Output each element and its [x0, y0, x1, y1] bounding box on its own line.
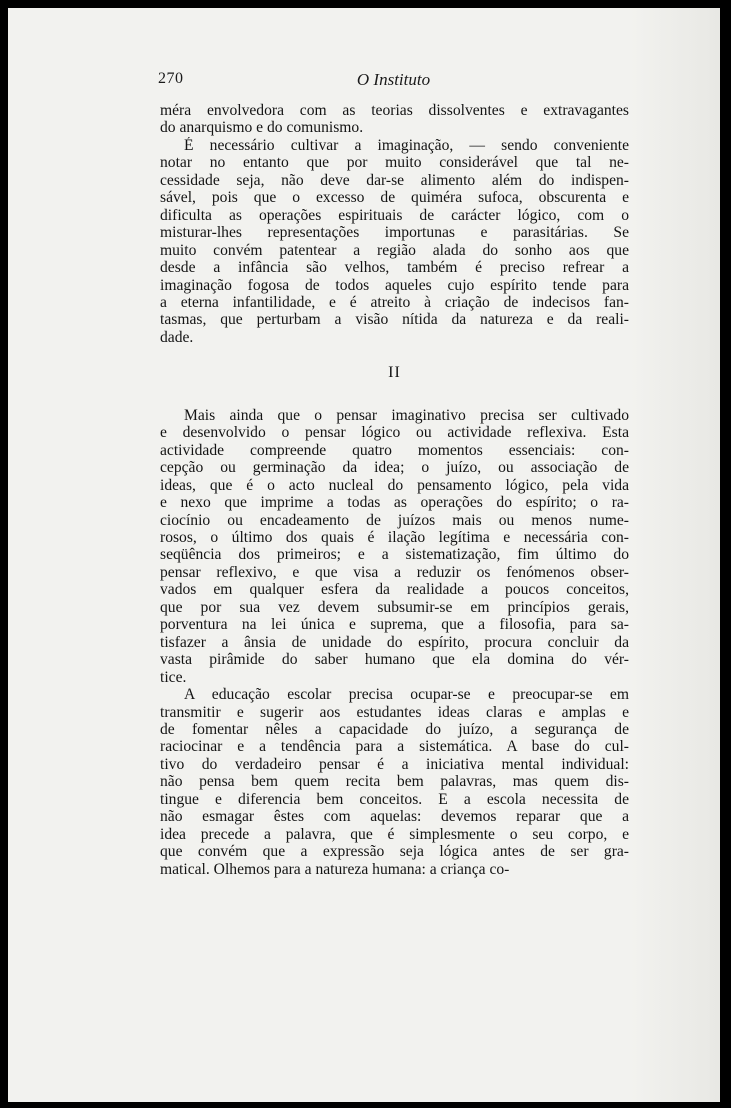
- page-number: 270: [158, 70, 184, 87]
- text-line: dade.: [160, 328, 194, 346]
- text-line: imaginação fogosa de todos aqueles cujo espírito tende para: [160, 276, 629, 294]
- text-line: misturar-lhes representações importunas e parasitárias. Se: [160, 224, 629, 242]
- text-line: A educação escolar precisa ocupar-se e preocupar-se em: [184, 686, 629, 704]
- paragraph: [160, 407, 629, 686]
- text-line: tasmas, que perturbam a visão nítida da natureza e da reali-: [160, 311, 629, 329]
- text-line: dificulta as operações espirituais de carácter lógico, com o: [160, 206, 629, 224]
- text-line: notar no entanto que por muito considerável que tal ne-: [160, 154, 629, 172]
- text-line: matical. Olhemos para a natureza humana: a criança co-: [160, 860, 510, 878]
- running-title: O Instituto: [356, 70, 431, 89]
- text-line: tice.: [160, 668, 187, 686]
- text-line: transmitir e sugerir aos estudantes ideas claras e amplas e: [160, 703, 629, 721]
- paragraph: [160, 102, 629, 137]
- text-line: vados em qualquer esfera da realidade a poucos conceitos,: [160, 581, 629, 599]
- page-header: [158, 68, 629, 98]
- text-line: porventura na lei única e suprema, que a filosofia, para sa-: [160, 616, 629, 634]
- text-line: sável, pois que o excesso de quiméra sufoca, obscurenta e: [160, 189, 629, 207]
- body-text: [160, 102, 629, 878]
- text-line: que convém que a expressão seja lógica antes de ser gra-: [160, 843, 629, 861]
- text-line: a eterna infantilidade, e é atreito à criação de indecisos fan-: [160, 293, 629, 311]
- paragraph: [160, 137, 629, 346]
- text-line: raciocinar e a tendência para a sistemática. A base do cul-: [160, 738, 629, 756]
- book-page: [8, 8, 720, 1102]
- text-line: seqüência dos primeiros; e a sistematização, fim último do: [160, 546, 629, 564]
- text-line: do anarquismo e do comunismo.: [160, 119, 364, 137]
- text-line: que por sua vez devem subsumir-se em princípios gerais,: [160, 598, 629, 616]
- text-line: e desenvolvido o pensar lógico ou actividade reflexiva. Esta: [160, 424, 629, 442]
- text-line: não pensa bem quem recita bem palavras, mas quem dis-: [160, 773, 629, 791]
- text-line: e nexo que imprime a todas as operações do espírito; o ra-: [160, 494, 629, 512]
- text-line: ideas, que é o acto nucleal do pensamento lógico, pela vida: [160, 476, 629, 494]
- text-line: rosos, o último dos quais é ilação legítima e necessária con-: [160, 528, 629, 546]
- text-line: ciocínio ou encadeamento de juízos mais ou menos nume-: [160, 511, 629, 529]
- text-line: idea precede a palavra, que é simplesmente o seu corpo, e: [160, 825, 629, 843]
- text-line: de fomentar nêles a capacidade do juízo, a segurança de: [160, 720, 629, 738]
- text-line: não esmagar êstes com aquelas: devemos reparar que a: [160, 808, 629, 826]
- opening-paragraphs: [160, 102, 629, 346]
- text-line: cessidade seja, não deve dar-se alimento além do indispen-: [160, 171, 629, 189]
- paragraph: [160, 686, 629, 878]
- text-line: méra envolvedora com as teorias dissolventes e extravagantes: [160, 102, 629, 119]
- text-line: tivo do verdadeiro pensar é a iniciativa mental individual:: [160, 755, 629, 773]
- text-line: tingue e diferencia bem conceitos. E a escola necessita de: [160, 790, 629, 808]
- text-line: vasta pirâmide do saber humano que ela domina do vér-: [160, 651, 629, 669]
- text-line: pensar reflexivo, e que visa a reduzir os fenómenos obser-: [160, 563, 629, 581]
- text-line: tisfazer a ânsia de unidade do espírito, procura concluir da: [160, 633, 629, 651]
- text-line: desde a infância são velhos, também é preciso refrear a: [160, 259, 629, 277]
- text-line: muito convém patentear a região alada do sonho aos que: [160, 241, 629, 259]
- page-edge-shading: [630, 8, 720, 1102]
- text-line: actividade compreende quatro momentos essenciais: con-: [160, 441, 629, 459]
- text-line: Mais ainda que o pensar imaginativo precisa ser cultivado: [184, 406, 629, 424]
- text-line: É necessário cultivar a imaginação, — sendo conveniente: [184, 136, 629, 154]
- section-heading: II: [388, 364, 401, 382]
- section-paragraphs: [160, 407, 629, 878]
- text-line: cepção ou germinação da idea; o juízo, ou associação de: [160, 459, 629, 477]
